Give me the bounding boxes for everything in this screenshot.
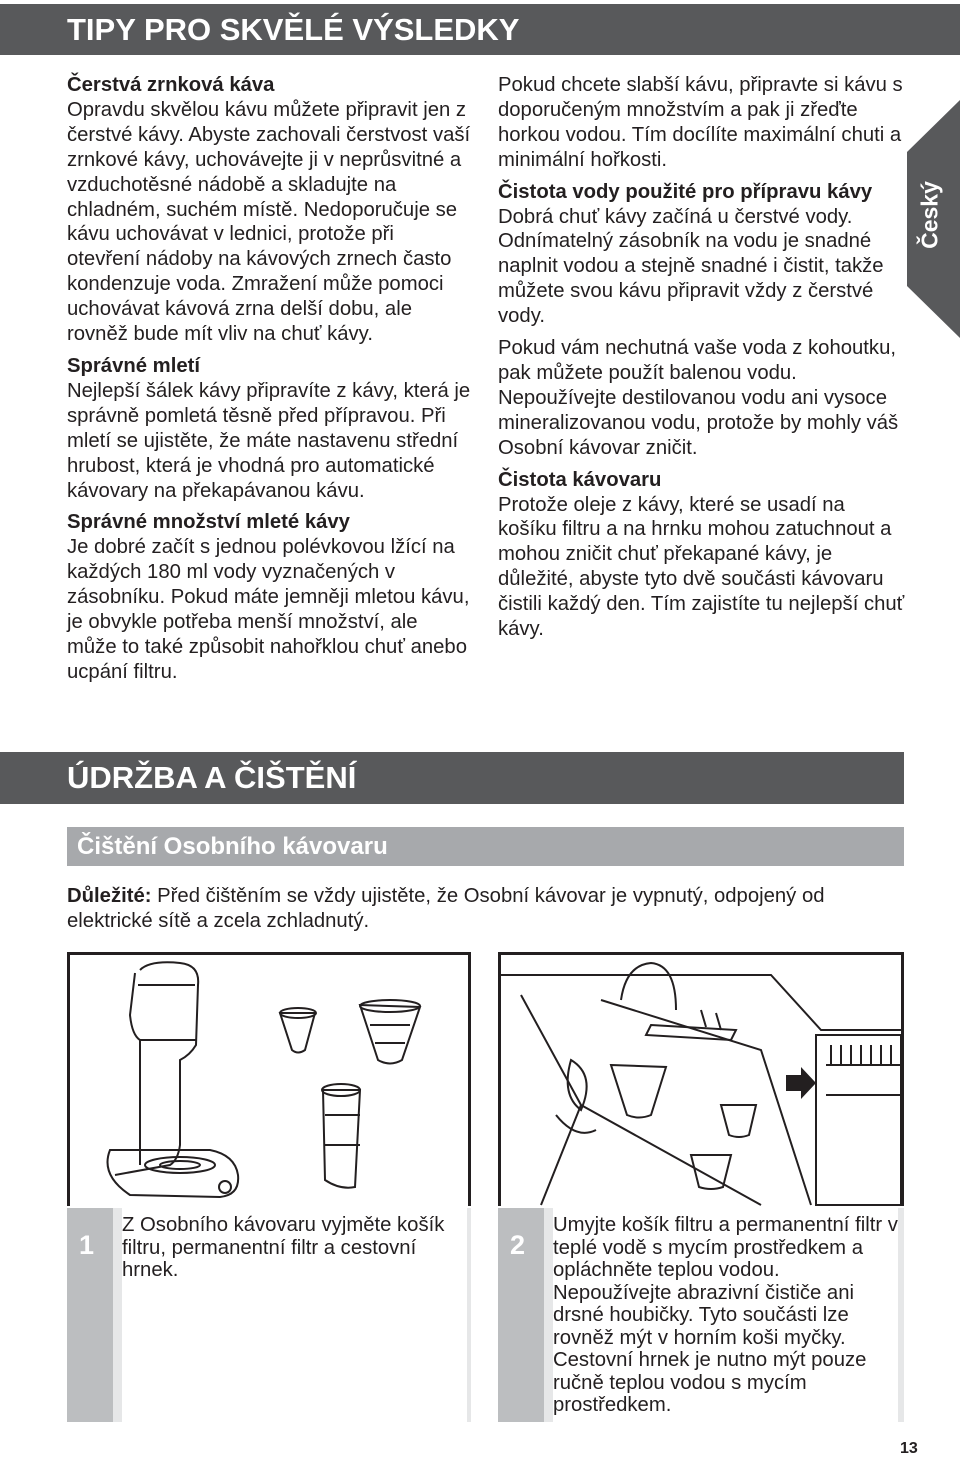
left-column: [67, 73, 472, 692]
section-tap-water: [498, 336, 908, 461]
step-number: 1: [79, 1230, 95, 1260]
section-machine-cleanliness: [498, 468, 908, 642]
step-1: [67, 1208, 471, 1422]
step-number: 2: [510, 1230, 526, 1260]
important-note: [67, 884, 912, 934]
page-number: 13: [900, 1440, 918, 1457]
section-text: Pokud chcete slabší kávu, připravte si kávu s doporučeným množstvím a pak ji zřeďte horkou vodou. Tím docílíte maximální chuti a minimální hořkosti.: [498, 74, 903, 171]
section-grinding: [67, 354, 472, 503]
important-text: Před čištěním se vždy ujistěte, že Osobní kávovar je vypnutý, odpojený od elektrické sítě a zcela zchladnutý.: [67, 885, 825, 932]
section-heading: Čistota kávovaru: [498, 468, 662, 491]
coffee-maker-drawing: [70, 955, 468, 1206]
page-title: TIPY PRO SKVĚLÉ VÝSLEDKY: [0, 4, 960, 55]
section-heading: Správné mletí: [67, 354, 201, 377]
section-text: Je dobré začít s jednou polévkovou lžící na každých 180 ml vody vyznačených v zásobníku. Pokud máte jemněji mletou kávu, je obvykle potřeba menší množství, ale může to také způsobit nahořklou chuť anebo ucpání filtru.: [67, 536, 470, 683]
section-water-purity: [498, 180, 908, 329]
section-title-maintenance: ÚDRŽBA A ČIŠTĚNÍ: [0, 752, 904, 804]
step-2: [498, 1208, 904, 1422]
section-text: Dobrá chuť kávy začíná u čerstvé vody. Odnímatelný zásobník na vodu je snadné naplnit vodou a stejně snadné i čistit, takže můžete svou kávu připravit vždy z čerstvé vody.: [498, 205, 884, 328]
section-fresh-coffee: [67, 73, 472, 347]
section-heading: Čerstvá zrnková káva: [67, 74, 275, 96]
section-coffee-amount: [67, 510, 472, 684]
section-heading: Čistota vody použité pro přípravu kávy: [498, 180, 873, 203]
subsection-title-cleaning: Čištění Osobního kávovaru: [67, 827, 904, 866]
language-tab-label: Český: [916, 181, 943, 249]
important-label: Důležité:: [67, 885, 152, 907]
section-text: Protože oleje z kávy, které se usadí na košíku filtru a na hrnku mohou zatuchnout a mohou zničit chuť překapané kávy, je důležité, abyste tyto dvě součásti kávovaru čistili každý den. Tím zajistíte tu nejlepší chuť kávy.: [498, 493, 905, 641]
step-text: Umyjte košík filtru a permanentní filtr v teplé vodě s mycím prostředkem a opláchněte teplou vodou. Nepoužívejte abrazivní čističe ani drsné houbičky. Tyto součásti lze rovněž mýt v horním koši myčky. Cestovní hrnek je nutno mýt pouze ručně teplou vodou s mycím prostředkem.: [553, 1208, 898, 1422]
section-weaker-coffee: [498, 73, 908, 173]
right-column: [498, 73, 908, 649]
section-heading: Správné množství mleté kávy: [67, 511, 350, 534]
section-text: Nejlepší šálek kávy připravíte z kávy, která je správně pomletá těsně před přípravou. Při mletí se ujistěte, že máte nastavenu střední hrubost, která je vhodná pro automatické kávovary na překapávanou kávu.: [67, 379, 471, 502]
section-text: Opravdu skvělou kávu můžete připravit jen z čerstvé kávy. Abyste zachovali čerstvost vaší zrnkové kávy, uchovávejte ji v neprůsvitné a vzduchotěsné nádobě a skladujte na chladném, suchém místě. Nedoporučuje se kávu uchovávat v lednici, protože při otevření nádoby na kávových zrnech často kondenzuje voda. Zmražení může pomoci uchovávat kávová zrna delší dobu, ale rovněž bude mít vliv na chuť kávy.: [67, 98, 471, 346]
illustration-sink-dishwasher: [498, 952, 904, 1206]
arrow-icon: [786, 1067, 816, 1099]
step-text: Z Osobního kávovaru vyjměte košík filtru, permanentní filtr a cestovní hrnek.: [122, 1208, 467, 1422]
illustration-coffee-maker-parts: [67, 952, 471, 1206]
sink-drawing: [501, 955, 901, 1206]
section-text: Pokud vám nechutná vaše voda z kohoutku, pak můžete použít balenou vodu. Nepoužívejte destilovanou vodu ani vysoce mineralizovanou vodu, protože by mohly váš Osobní kávovar zničit.: [498, 337, 899, 459]
